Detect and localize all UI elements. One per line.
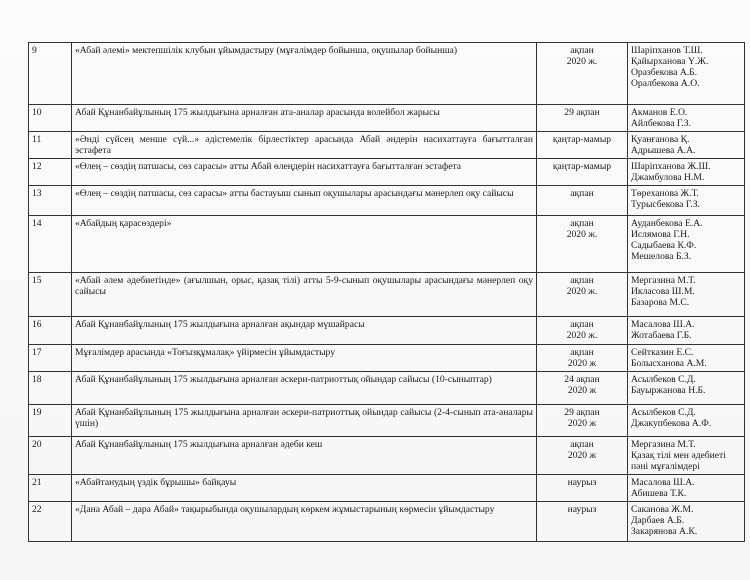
responsible-person: Икласова Ш.М.	[631, 286, 695, 297]
responsible-cell	[628, 216, 745, 273]
event-description: «Абайдың қарасөздері»	[75, 218, 172, 229]
date-line: қаңтар-мамыр	[552, 161, 612, 172]
responsible-person: пәні мұғалімдері	[631, 461, 700, 472]
date-cell	[537, 216, 628, 273]
row-number: 13	[29, 186, 72, 216]
date-cell	[537, 502, 628, 542]
date-line: 2020 ж.	[566, 56, 598, 67]
table-row	[29, 132, 745, 159]
date-cell	[537, 405, 628, 437]
table-row	[29, 317, 745, 345]
date-line: 24 ақпан	[564, 374, 600, 385]
event-description: Абай Құнанбайұлының 175 жылдығына арналған әскери-патриоттық ойындар сайысы (2-4-сынып ата-аналары үшін)	[75, 407, 533, 429]
responsible-person: Оралбекова А.О.	[631, 78, 700, 89]
date-cell	[537, 372, 628, 405]
responsible-cell	[628, 475, 745, 502]
responsible-cell	[628, 372, 745, 405]
date-cell	[537, 132, 628, 159]
event-cell	[72, 437, 537, 475]
responsible-person: Саканова Ж.М.	[631, 504, 694, 515]
responsible-cell	[628, 43, 745, 105]
date-cell	[537, 159, 628, 186]
row-number: 18	[29, 372, 72, 405]
event-cell	[72, 159, 537, 186]
events-plan-table	[28, 42, 745, 542]
table-row	[29, 43, 745, 105]
responsible-person: Асылбеков С.Д.	[631, 374, 696, 385]
event-description: «Абай әлем әдебиетінде» (ағылшын, орыс, қазақ тілі) атты 5-9-сынып оқушылары арасындағы мәнерлеп оқу сайысы	[75, 275, 533, 297]
responsible-person: Ауданбекова Е.А.	[631, 218, 703, 229]
responsible-person: Шаріпханова Ж.Ш.	[631, 161, 711, 172]
responsible-person: Сейтказин Е.С.	[631, 347, 694, 358]
responsible-cell	[628, 105, 745, 132]
row-number: 15	[29, 273, 72, 317]
row-number: 22	[29, 502, 72, 542]
responsible-person: Адрышева А.А.	[631, 145, 696, 156]
date-line: 2020 ж	[567, 358, 597, 369]
date-cell	[537, 437, 628, 475]
responsible-person: Айлбекова Г.З.	[631, 118, 691, 129]
responsible-person: Закарянова А.К.	[631, 526, 698, 537]
responsible-person: Төреханова Ж.Т.	[631, 188, 699, 199]
event-description: Абай Құнанбайұлының 175 жылдығына арналған ата-аналар арасында волейбол жарысы	[75, 107, 440, 118]
row-number: 10	[29, 105, 72, 132]
responsible-person: Асылбеков С.Д.	[631, 407, 696, 418]
date-cell	[537, 43, 628, 105]
responsible-cell	[628, 132, 745, 159]
event-cell	[72, 317, 537, 345]
table-row	[29, 216, 745, 273]
table-row	[29, 273, 745, 317]
event-cell	[72, 405, 537, 437]
date-line: ақпан	[570, 439, 594, 450]
responsible-person: Мергазина М.Т.	[631, 275, 696, 286]
responsible-person: Турысбекова Г.З.	[631, 199, 700, 210]
responsible-cell	[628, 502, 745, 542]
date-cell	[537, 186, 628, 216]
table-row	[29, 502, 745, 542]
responsible-person: Қайырханова Ү.Ж.	[631, 56, 709, 67]
event-description: Абай Құнанбайұлының 175 жылдығына арналған әдеби кеш	[75, 439, 323, 450]
date-cell	[537, 105, 628, 132]
responsible-person: Қуанғанова Қ.	[631, 134, 690, 145]
date-line: 2020 ж	[567, 450, 597, 461]
row-number: 9	[29, 43, 72, 105]
event-cell	[72, 372, 537, 405]
row-number: 19	[29, 405, 72, 437]
table-row	[29, 105, 745, 132]
event-cell	[72, 273, 537, 317]
event-cell	[72, 502, 537, 542]
responsible-person: Дарбаев А.Б.	[631, 515, 685, 526]
date-line: наурыз	[567, 477, 597, 488]
table-row	[29, 372, 745, 405]
event-description: Абай Құнанбайұлының 175 жылдығына арналған ақындар мүшайрасы	[75, 319, 365, 330]
event-cell	[72, 105, 537, 132]
table-row	[29, 186, 745, 216]
responsible-person: Базарова М.С.	[631, 297, 690, 308]
date-line: ақпан	[570, 347, 594, 358]
date-line: ақпан	[570, 275, 594, 286]
date-line: 2020 ж.	[566, 286, 598, 297]
date-line: 2020 ж.	[566, 330, 598, 341]
date-line: 2020 ж	[567, 385, 597, 396]
responsible-person: Оразбекова А.Б.	[631, 67, 698, 78]
responsible-cell	[628, 345, 745, 372]
event-cell	[72, 132, 537, 159]
responsible-person: Садыбаева К.Ф.	[631, 240, 697, 251]
responsible-person: Ислямова Г.Н.	[631, 229, 690, 240]
date-cell	[537, 345, 628, 372]
event-description: «Әнді сүйсең менше сүй...» әдістемелік бірлестіктер арасында Абай әндерін насихаттауға бағытталған эстафета	[75, 134, 533, 156]
responsible-person: Мешелова Б.З.	[631, 251, 692, 262]
event-cell	[72, 43, 537, 105]
responsible-person: Шаріпханов Т.Ш.	[631, 45, 703, 56]
event-description: «Өлең – сөздің патшасы, сөз сарасы» атты бастауыш сынып оқушылары арасындағы мәнерлеп оқу сайысы	[75, 188, 514, 199]
row-number: 20	[29, 437, 72, 475]
responsible-cell	[628, 273, 745, 317]
date-line: 29 ақпан	[564, 407, 600, 418]
responsible-person: Абишева Т.К.	[631, 488, 687, 499]
event-description: «Абай әлемі» мектепшілік клубын ұйымдастыру (мұғалімдер бойынша, оқушылар бойынша)	[75, 45, 458, 56]
date-line: 2020 ж	[567, 418, 597, 429]
event-description: «Өлең – сөздің патшасы, сөз сарасы» атты Абай өлеңдерін насихаттауға бағытталған эстафета	[75, 161, 462, 172]
date-line: ақпан	[570, 188, 594, 199]
event-description: Абай Құнанбайұлының 175 жылдығына арналған әскери-патриоттық ойындар сайысы (10-сыныптар)	[75, 374, 492, 385]
responsible-cell	[628, 317, 745, 345]
responsible-person: Қазақ тілі мен әдебиеті	[631, 450, 726, 461]
event-description: «Дана Абай – дара Абай» тақырыбында оқушылардың көркем жұмыстарының көрмесін ұйымдастыру	[75, 504, 495, 515]
date-line: ақпан	[570, 319, 594, 330]
table-row	[29, 405, 745, 437]
row-number: 14	[29, 216, 72, 273]
event-cell	[72, 345, 537, 372]
date-cell	[537, 273, 628, 317]
events-plan-body	[29, 43, 745, 542]
table-row	[29, 345, 745, 372]
responsible-person: Болысханова А.М.	[631, 358, 707, 369]
responsible-cell	[628, 405, 745, 437]
event-description: «Абайтанудың үздік бұрышы» байқауы	[75, 477, 237, 488]
responsible-cell	[628, 159, 745, 186]
responsible-person: Масалова Ш.А.	[631, 477, 695, 488]
row-number: 17	[29, 345, 72, 372]
date-line: наурыз	[567, 504, 597, 515]
responsible-person: Акманов Е.О.	[631, 107, 688, 118]
responsible-person: Джамбулова Н.М.	[631, 172, 705, 183]
event-cell	[72, 186, 537, 216]
date-cell	[537, 317, 628, 345]
date-line: ақпан	[570, 45, 594, 56]
date-line: 2020 ж.	[566, 229, 598, 240]
date-line: қаңтар-мамыр	[552, 134, 612, 145]
responsible-person: Масалова Ш.А.	[631, 319, 695, 330]
responsible-cell	[628, 186, 745, 216]
event-cell	[72, 475, 537, 502]
responsible-person: Бауыржанова Н.Б.	[631, 385, 706, 396]
row-number: 21	[29, 475, 72, 502]
responsible-person: Жотабаева Г.Б.	[631, 330, 692, 341]
table-row	[29, 437, 745, 475]
responsible-person: Джакупбекова А.Ф.	[631, 418, 712, 429]
table-row	[29, 159, 745, 186]
responsible-person: Мергазина М.Т.	[631, 439, 696, 450]
date-line: ақпан	[570, 218, 594, 229]
responsible-cell	[628, 437, 745, 475]
row-number: 12	[29, 159, 72, 186]
table-row	[29, 475, 745, 502]
date-line: 29 ақпан	[564, 107, 600, 118]
row-number: 11	[29, 132, 72, 159]
row-number: 16	[29, 317, 72, 345]
date-cell	[537, 475, 628, 502]
event-description: Мұғалімдер арасында «Тоғызқұмалақ» үйірмесін ұйымдастыру	[75, 347, 335, 358]
event-cell	[72, 216, 537, 273]
